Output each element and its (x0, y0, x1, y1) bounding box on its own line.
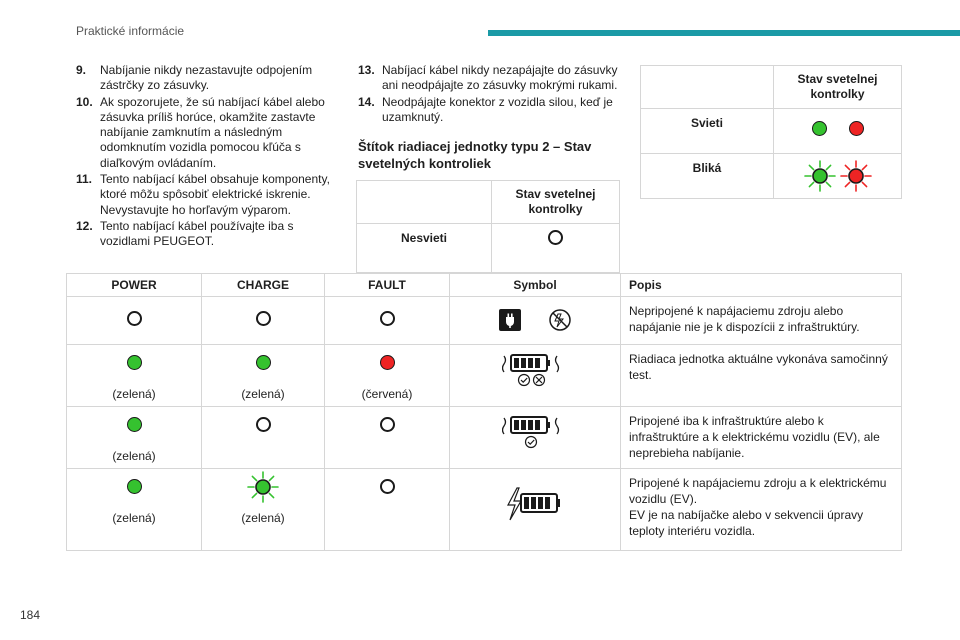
header-charge: CHARGE (202, 274, 325, 297)
table-row (67, 407, 902, 469)
color-label: (zelená) (112, 449, 156, 463)
self-test-icon (502, 353, 568, 387)
led-off-icon (380, 417, 395, 432)
table-header-status: Stav svetelnej kontrolky (492, 181, 620, 224)
description-cell: Pripojené iba k infraštruktúre alebo k infraštruktúre a k elektrickému vozidlu (EV), ale neprebieha nabíjanie. (621, 407, 902, 469)
led-red-blinking-icon (840, 160, 872, 192)
table-header-status: Stav svetelnej kontrolky (774, 66, 902, 109)
led-off-icon (127, 311, 142, 326)
led-red-on-icon (380, 355, 395, 370)
led-off-icon (380, 479, 395, 494)
list-item (76, 172, 338, 218)
symbol-cell (450, 345, 621, 407)
row-label-svieti: Svieti (641, 109, 774, 154)
color-label: (červená) (361, 387, 413, 401)
led-off-icon (256, 417, 271, 432)
list-item-text: Ak spozorujete, že sú nabíjací kábel alebo zásuvka príliš horúce, okamžite zastavte nabíjanie zamknutím a následným odomknutím vozidla pomocou kľúča s diaľkovým ovládaním. (100, 94, 325, 170)
list-item (358, 95, 620, 126)
instruction-list-middle (358, 63, 620, 126)
led-red-on-icon (849, 121, 864, 136)
fault-cell (325, 297, 450, 345)
list-item (358, 63, 620, 94)
led-off-icon (256, 311, 271, 326)
header-power: POWER (67, 274, 202, 297)
row-label-blika: Bliká (641, 154, 774, 199)
description-cell: Pripojené k napájaciemu zdroju a k elektrickému vozidlu (EV). EV je na nabíjačke alebo v sekvencii úpravy teploty interiéru vozidla. (621, 469, 902, 551)
led-green-on-icon (127, 417, 142, 432)
led-states-table (66, 273, 902, 551)
charge-cell (202, 407, 325, 469)
list-item-number: 11. (76, 172, 93, 187)
symbol-cell (450, 469, 621, 551)
led-green-blinking-icon (804, 160, 836, 192)
power-cell (67, 407, 202, 469)
charge-cell (202, 469, 325, 551)
table-header-empty (641, 66, 774, 109)
description-cell: Riadiaca jednotka aktuálne vykonáva samočinný test. (621, 345, 902, 407)
symbol-cell (450, 407, 621, 469)
list-item-number: 12. (76, 218, 93, 233)
list-item-number: 14. (358, 94, 375, 109)
header-accent-bar (488, 30, 960, 36)
led-status-table (640, 65, 902, 199)
description-cell: Nepripojené k napájaciemu zdroju alebo napájanie nie je k dispozícii z infraštruktúry. (621, 297, 902, 345)
section-heading: Štítok riadiacej jednotky typu 2 – Stav svetelných kontroliek (358, 139, 592, 171)
power-cell (67, 345, 202, 407)
table-header-row (641, 66, 902, 109)
led-cell (774, 109, 902, 154)
symbol-cell (450, 297, 621, 345)
led-green-on-icon (127, 479, 142, 494)
led-off-table (356, 180, 620, 273)
color-label: (zelená) (112, 511, 156, 525)
list-item (76, 95, 338, 171)
list-item-text: Tento nabíjací kábel používajte iba s vozidlami PEUGEOT. (100, 218, 294, 249)
infrastructure-connected-icon (502, 415, 568, 449)
power-cell (67, 297, 202, 345)
header-symbol: Symbol (450, 274, 621, 297)
table-row (67, 469, 902, 551)
instruction-list-left (76, 63, 338, 251)
list-item-number: 10. (76, 94, 93, 109)
list-item-text: Nabíjanie nikdy nezastavujte odpojením zástrčky zo zásuvky. (100, 63, 313, 93)
header-fault: FAULT (325, 274, 450, 297)
power-cell (67, 469, 202, 551)
list-item (76, 63, 338, 94)
list-item-number: 13. (358, 63, 375, 77)
list-item-number: 9. (76, 63, 87, 77)
led-cell (492, 224, 620, 273)
fault-cell (325, 345, 450, 407)
table-header-row (67, 274, 902, 297)
table-header-row (357, 181, 620, 224)
fault-cell (325, 407, 450, 469)
table-row (67, 345, 902, 407)
list-item (76, 219, 338, 250)
header-description: Popis (621, 274, 902, 297)
led-green-blinking-icon (247, 471, 279, 503)
plug-disconnected-icon (497, 307, 573, 333)
charge-cell (202, 297, 325, 345)
page-header-title: Praktické informácie (76, 24, 185, 38)
battery-charging-icon (507, 487, 563, 521)
led-off-icon (380, 311, 395, 326)
row-label-nesvieti: Nesvieti (357, 224, 492, 273)
color-label: (zelená) (112, 387, 156, 401)
table-row (641, 109, 902, 154)
led-green-on-icon (812, 121, 827, 136)
table-row (67, 297, 902, 345)
table-header-empty (357, 181, 492, 224)
table-row (357, 224, 620, 273)
led-off-icon (548, 230, 563, 245)
led-green-on-icon (127, 355, 142, 370)
color-label: (zelená) (241, 511, 285, 525)
table-row (641, 154, 902, 199)
list-item-text: Tento nabíjací kábel obsahuje komponenty, ktoré môžu spôsobiť elektrické iskrenie. Nevystavujte ho horľavým výparom. (100, 172, 330, 217)
led-green-on-icon (256, 355, 271, 370)
led-cell (774, 154, 902, 199)
color-label: (zelená) (241, 387, 285, 401)
page-number: 184 (20, 608, 41, 622)
charge-cell (202, 345, 325, 407)
list-item-text: Neodpájajte konektor z vozidla silou, keď je uzamknutý. (382, 94, 613, 124)
fault-cell (325, 469, 450, 551)
list-item-text: Nabíjací kábel nikdy nezapájajte do zásuvky ani neodpájajte zo zásuvky mokrými rukami. (382, 63, 618, 93)
